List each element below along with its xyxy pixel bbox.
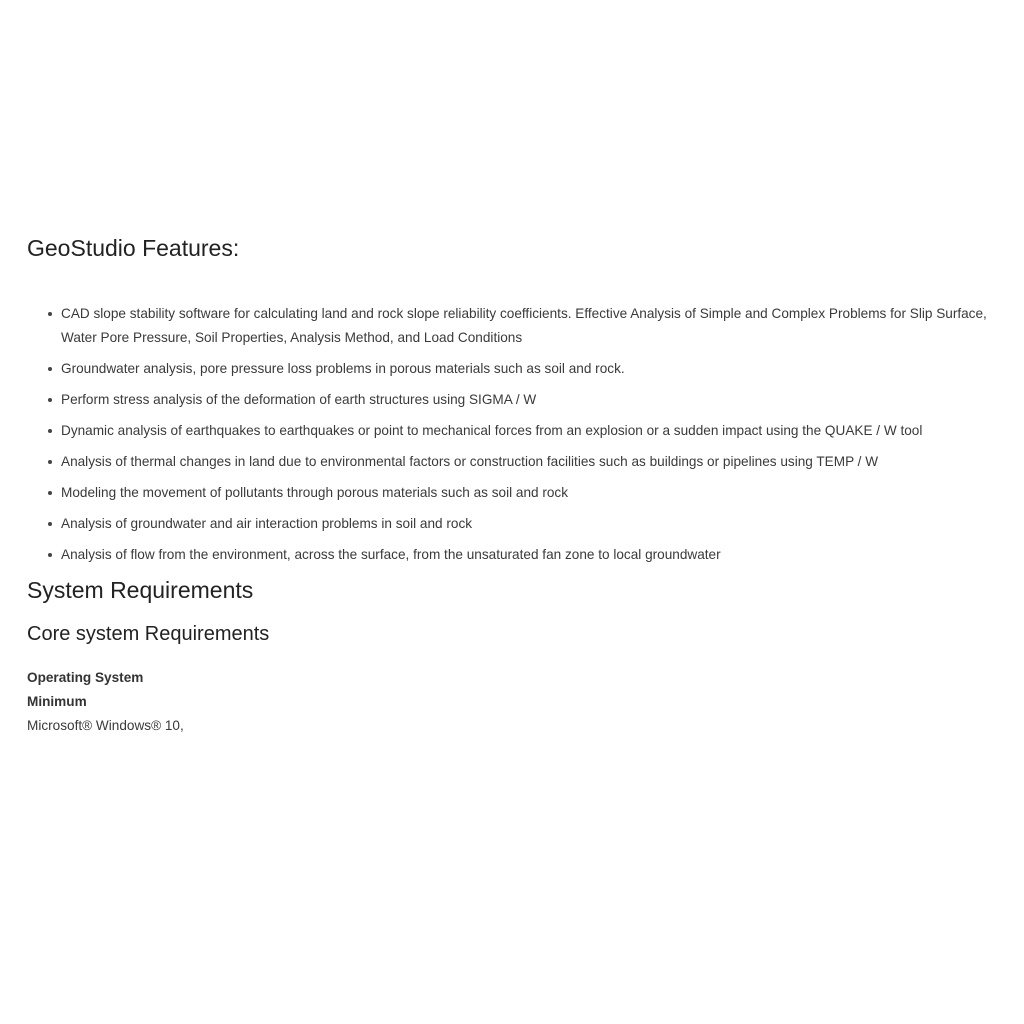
minimum-value: Microsoft® Windows® 10, [27, 718, 184, 733]
list-item [27, 481, 1007, 505]
list-item [27, 512, 1007, 536]
features-heading: GeoStudio Features: [27, 235, 240, 261]
list-item-text: CAD slope stability software for calculating land and rock slope reliability coefficients. Effective Analysis of Simple and Complex Problems for Slip Surface, Water Pore Pressure, Soil Properties, Analysis Method, and Load Conditions [61, 306, 987, 345]
bullet-icon [48, 429, 52, 433]
article-content [27, 232, 1007, 738]
list-item [27, 450, 1007, 474]
list-item-text: Modeling the movement of pollutants through porous materials such as soil and rock [61, 485, 569, 500]
operating-system-label: Operating System [27, 670, 144, 685]
bullet-icon [48, 491, 52, 495]
requirements-block [27, 666, 1007, 738]
bullet-icon [48, 312, 52, 316]
bullet-icon [48, 553, 52, 557]
list-item [27, 357, 1007, 381]
bullet-icon [48, 460, 52, 464]
list-item [27, 543, 1007, 567]
minimum-label: Minimum [27, 694, 87, 709]
features-list [27, 302, 1007, 567]
bullet-icon [48, 367, 52, 371]
list-item [27, 302, 1007, 350]
list-item-text: Perform stress analysis of the deformation of earth structures using SIGMA / W [61, 392, 537, 407]
list-item-text: Dynamic analysis of earthquakes to earthquakes or point to mechanical forces from an explosion or a sudden impact using the QUAKE / W tool [61, 423, 923, 438]
list-item-text: Analysis of groundwater and air interaction problems in soil and rock [61, 516, 473, 531]
list-item [27, 419, 1007, 443]
bullet-icon [48, 398, 52, 402]
list-item-text: Groundwater analysis, pore pressure loss problems in porous materials such as soil and rock. [61, 361, 625, 376]
system-requirements-heading: System Requirements [27, 577, 254, 603]
core-requirements-subheading: Core system Requirements [27, 623, 270, 645]
bullet-icon [48, 522, 52, 526]
list-item [27, 388, 1007, 412]
list-item-text: Analysis of flow from the environment, across the surface, from the unsaturated fan zone to local groundwater [61, 547, 721, 562]
list-item-text: Analysis of thermal changes in land due to environmental factors or construction facilities such as buildings or pipelines using TEMP / W [61, 454, 879, 469]
